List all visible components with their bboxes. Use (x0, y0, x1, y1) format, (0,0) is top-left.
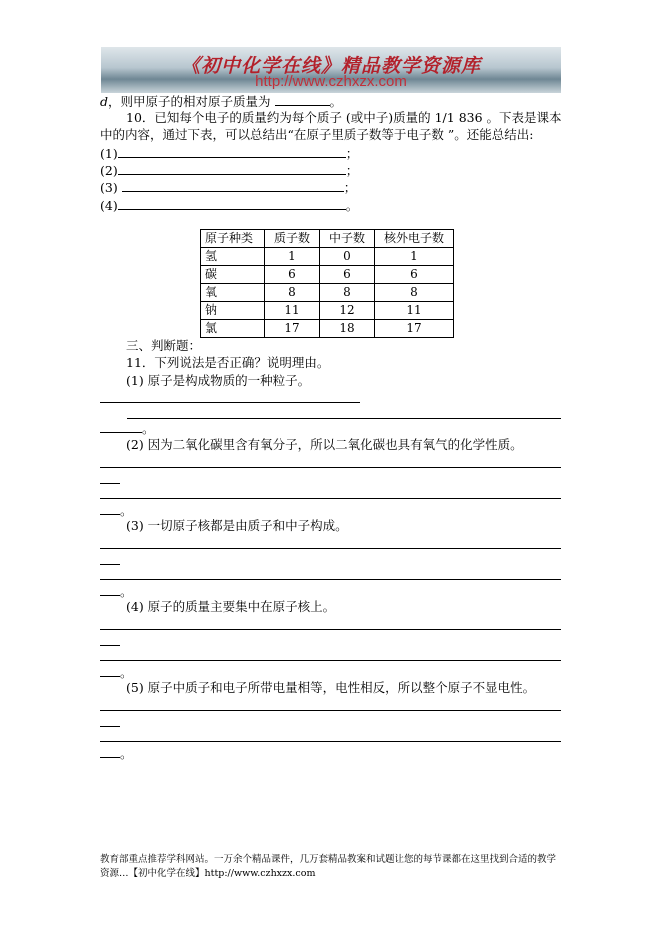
answer-line[interactable] (100, 402, 360, 403)
answer-end (100, 502, 133, 519)
table-row (201, 248, 454, 266)
q11-item: (4) 原子的质量主要集中在原子核上。 (126, 599, 336, 614)
answer-line[interactable] (127, 418, 561, 419)
q11-item: (1) 原子是构成物质的一种粒子。 (126, 373, 311, 388)
answer-blank[interactable] (100, 583, 120, 596)
cell: 8 (265, 284, 320, 302)
cell: 6 (265, 266, 320, 284)
answer-line[interactable] (100, 498, 561, 499)
answer-blank[interactable] (100, 502, 120, 515)
q9-tail (100, 93, 342, 110)
answer-line[interactable] (100, 629, 561, 630)
header-banner (101, 47, 561, 93)
item-end: ； (343, 180, 357, 195)
table-row (201, 302, 454, 320)
q9-text: ，则甲原子的相对原子质量为 (108, 94, 271, 109)
item-end: 。 (345, 198, 359, 213)
cell: 6 (375, 266, 454, 284)
item-label: (1) (100, 146, 118, 161)
answer-line[interactable] (100, 467, 561, 468)
item-label: (3) (100, 180, 118, 195)
answer-blank[interactable] (100, 745, 120, 758)
cell: 0 (320, 248, 375, 266)
q9-end: 。 (329, 94, 343, 109)
answer-blank[interactable] (100, 420, 142, 433)
q11-item: (5) 原子中质子和电子所带电量相等，电性相反，所以整个原子不显电性。 (126, 680, 536, 695)
answer-blank[interactable] (122, 179, 344, 192)
banner-url[interactable]: http://www.czhxzx.com (255, 73, 407, 90)
cell: 11 (265, 302, 320, 320)
answer-blank[interactable] (275, 93, 330, 106)
header-cell: 中子数 (320, 230, 375, 248)
variable-d: d (100, 94, 109, 109)
answer-end (100, 664, 133, 681)
cell: 钠 (201, 302, 265, 320)
answer-blank[interactable] (118, 162, 346, 175)
q11-item: (2) 因为二氧化碳里含有氧分子，所以二氧化碳也具有氧气的化学性质。 (126, 437, 523, 452)
table-row (201, 284, 454, 302)
answer-line[interactable] (100, 483, 120, 484)
table-header (201, 230, 454, 248)
cell: 碳 (201, 266, 265, 284)
answer-line[interactable] (100, 660, 561, 661)
answer-blank[interactable] (118, 197, 346, 210)
answer-line[interactable] (100, 710, 561, 711)
end-mark: 。 (142, 421, 155, 436)
cell: 17 (375, 320, 454, 338)
cell: 氧 (201, 284, 265, 302)
q10-item (100, 179, 356, 196)
cell: 8 (375, 284, 454, 302)
cell: 12 (320, 302, 375, 320)
header-cell: 核外电子数 (375, 230, 454, 248)
footer-link[interactable]: http://www.czhxzx.com (204, 868, 316, 879)
cell: 1 (265, 248, 320, 266)
cell: 8 (320, 284, 375, 302)
answer-line[interactable] (100, 645, 120, 646)
q10-line1: 10．已知每个电子的质量约为每个质子 (或中子)质量的 1/1 836 。下表是课本 (126, 110, 562, 125)
table-row (201, 266, 454, 284)
cell: 11 (375, 302, 454, 320)
cell: 1 (375, 248, 454, 266)
atom-table (200, 229, 454, 338)
end-mark: 。 (120, 503, 133, 518)
end-mark: 。 (120, 665, 133, 680)
answer-line[interactable] (100, 579, 561, 580)
q10-item (100, 145, 358, 162)
cell: 氯 (201, 320, 265, 338)
section-heading: 三、判断题： (126, 338, 202, 353)
banner-title: 《初中化学在线》精品教学资源库 (180, 55, 481, 77)
cell: 17 (265, 320, 320, 338)
item-label: (4) (100, 198, 118, 213)
end-mark: 。 (120, 746, 133, 761)
q10-item (100, 162, 358, 179)
answer-end (100, 420, 155, 437)
q11-stem: 11．下列说法是否正确？说明理由。 (126, 355, 330, 370)
answer-line[interactable] (100, 564, 120, 565)
answer-blank[interactable] (100, 664, 120, 677)
footer (100, 853, 565, 881)
table-row (201, 320, 454, 338)
q11-item: (3) 一切原子核都是由质子和中子构成。 (126, 518, 348, 533)
q10-line2: 中的内容，通过下表，可以总结出“在原子里质子数等于电子数 ”。还能总结出: (100, 127, 534, 142)
header-cell: 原子种类 (201, 230, 265, 248)
cell: 18 (320, 320, 375, 338)
item-end: ； (345, 146, 359, 161)
answer-line[interactable] (100, 741, 561, 742)
header-cell: 质子数 (265, 230, 320, 248)
cell: 6 (320, 266, 375, 284)
q10-item (100, 197, 358, 214)
end-mark: 。 (120, 584, 133, 599)
item-label: (2) (100, 163, 118, 178)
cell: 氢 (201, 248, 265, 266)
item-end: ； (345, 163, 359, 178)
answer-line[interactable] (100, 548, 561, 549)
answer-blank[interactable] (118, 145, 346, 158)
answer-end (100, 583, 133, 600)
answer-line[interactable] (100, 726, 120, 727)
answer-end (100, 745, 133, 762)
footer-text: 教育部重点推荐学科网站。一万余个精品课件，几万套精品教案和试题让您的每节课都在这里找到合适的教学资源…【初中化学在线】 (100, 854, 557, 879)
